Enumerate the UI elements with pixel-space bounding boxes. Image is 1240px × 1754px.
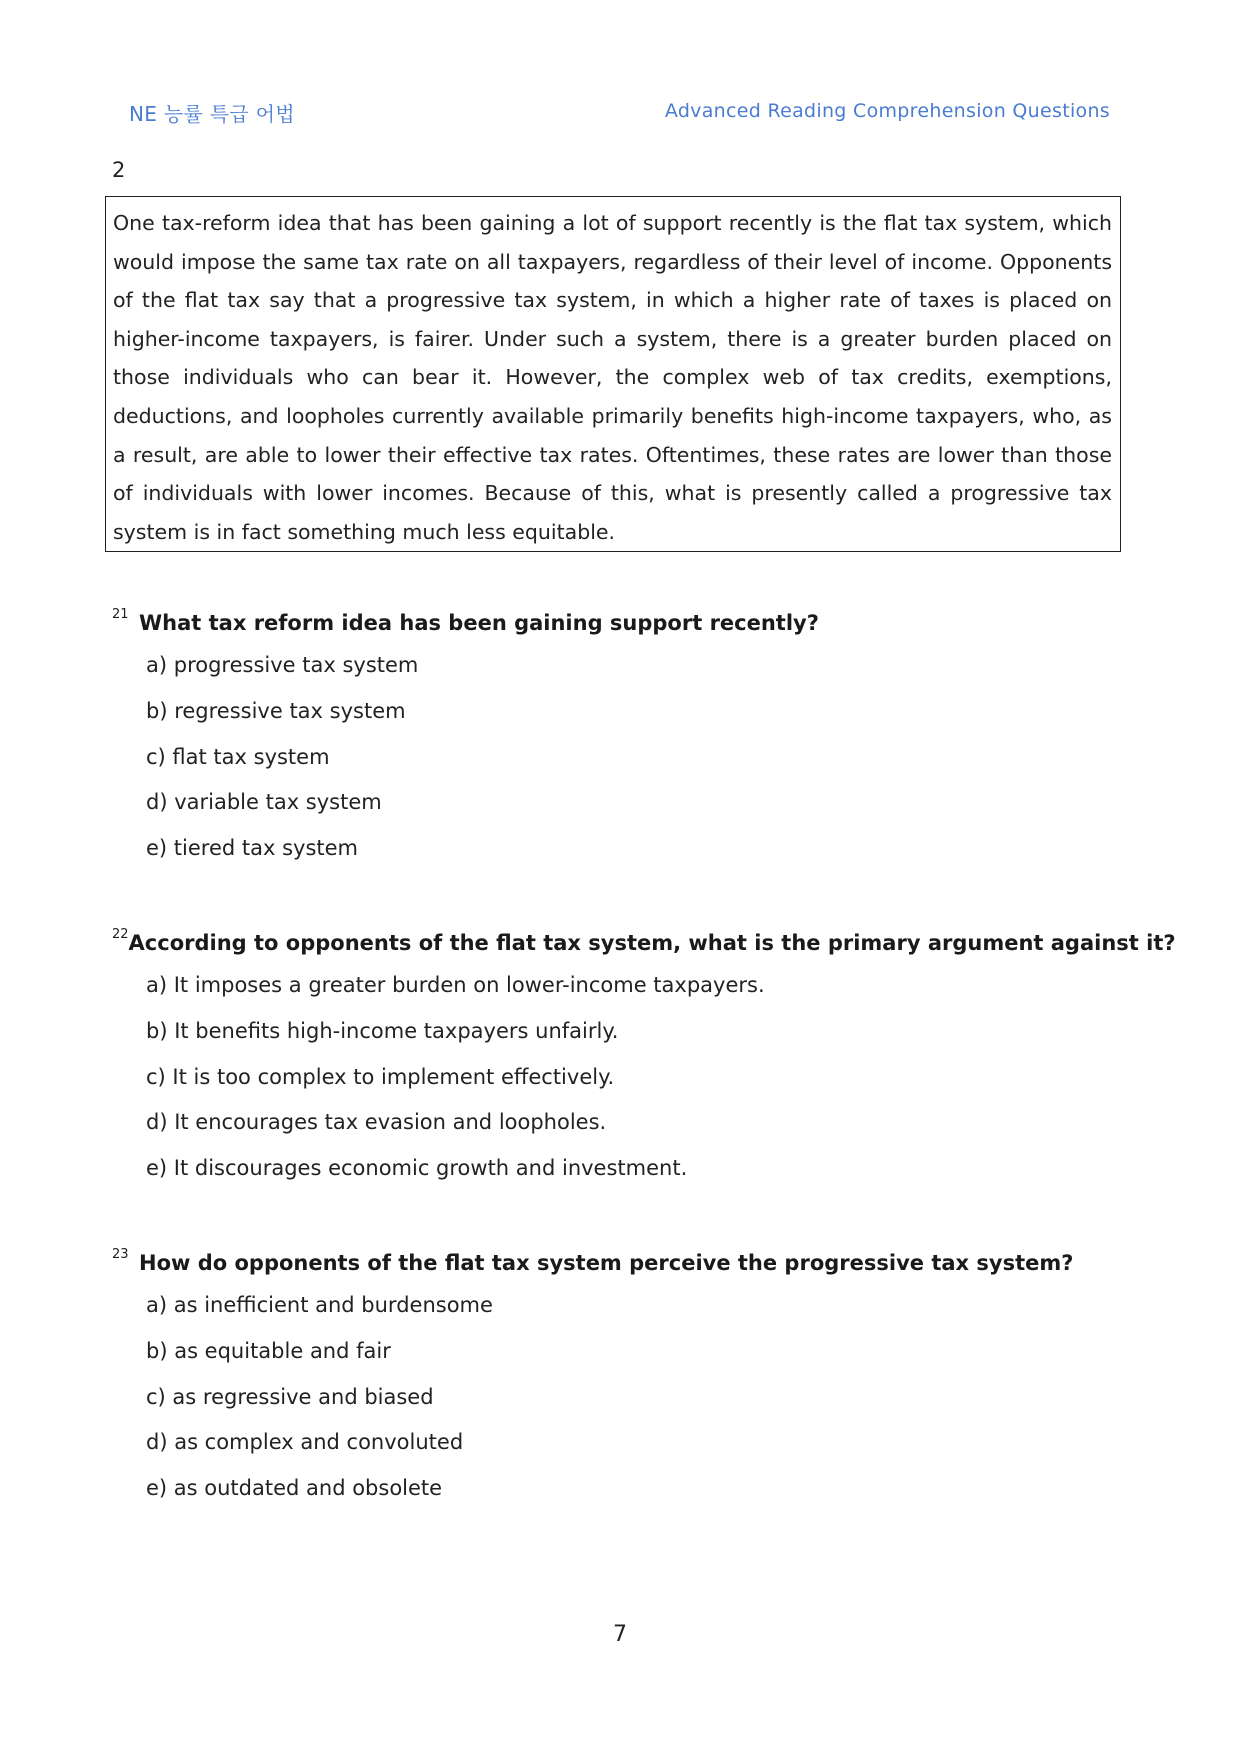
answer-options bbox=[112, 1283, 1122, 1512]
answer-option[interactable]: a) as inefficient and burdensome bbox=[146, 1293, 493, 1317]
answer-options bbox=[112, 963, 1122, 1192]
question-header bbox=[112, 1243, 1122, 1283]
answer-option[interactable]: b) It benefits high-income taxpayers unfairly. bbox=[146, 1018, 619, 1043]
question-23 bbox=[112, 1243, 1122, 1512]
answer-option[interactable]: e) as outdated and obsolete bbox=[146, 1476, 443, 1501]
answer-option[interactable]: c) flat tax system bbox=[146, 744, 330, 769]
question-21 bbox=[112, 603, 1122, 872]
header-left-title: NE 능률 특급 어법 bbox=[129, 102, 295, 126]
question-text: What tax reform idea has been gaining support recently? bbox=[139, 611, 819, 635]
question-header bbox=[112, 603, 1122, 643]
question-text: According to opponents of the flat tax system, what is the primary argument against it? bbox=[128, 931, 1176, 955]
answer-option[interactable]: b) as equitable and fair bbox=[146, 1338, 391, 1363]
answer-option[interactable]: c) It is too complex to implement effectively. bbox=[146, 1064, 615, 1089]
passage-text: One tax-reform idea that has been gaining a lot of support recently is the flat tax system, which would impose the same tax rate on all taxpayers, regardless of their level of income. Opponents of the flat tax say that a progressive tax system, in which a higher rate of taxes is placed on higher-income taxpayers, is fairer. Under such a system, there is a greater burden placed on those individuals who can bear it. However, the complex web of tax credits, exemptions, deductions, and loopholes currently available primarily benefits high-income taxpayers, who, as a result, are able to lower their effective tax rates. Oftentimes, these rates are lower than those of individuals with lower incomes. Because of this, what is presently called a progressive tax system is in fact something much less equitable. bbox=[113, 211, 1112, 544]
question-number: 22 bbox=[112, 927, 129, 942]
header-right-title: Advanced Reading Comprehension Questions bbox=[664, 100, 1110, 122]
answer-option[interactable]: a) It imposes a greater burden on lower-income taxpayers. bbox=[146, 973, 765, 997]
question-22 bbox=[112, 923, 1176, 1192]
answer-option[interactable]: b) regressive tax system bbox=[146, 698, 406, 723]
answer-option[interactable]: d) variable tax system bbox=[146, 790, 382, 815]
answer-option[interactable]: d) as complex and convoluted bbox=[146, 1430, 464, 1455]
question-text: How do opponents of the flat tax system perceive the progressive tax system? bbox=[139, 1251, 1074, 1275]
answer-option[interactable]: e) It discourages economic growth and investment. bbox=[146, 1156, 688, 1181]
section-number: 2 bbox=[112, 158, 126, 182]
answer-option[interactable]: d) It encourages tax evasion and loopholes. bbox=[146, 1110, 607, 1135]
answer-option[interactable]: c) as regressive and biased bbox=[146, 1384, 434, 1409]
answer-option[interactable]: a) progressive tax system bbox=[146, 653, 419, 677]
question-number: 23 bbox=[112, 1247, 129, 1262]
answer-option[interactable]: e) tiered tax system bbox=[146, 836, 358, 861]
question-number: 21 bbox=[112, 607, 129, 622]
page-number: 7 bbox=[613, 1622, 627, 1647]
passage-box bbox=[105, 196, 1121, 552]
question-header bbox=[112, 923, 1176, 963]
answer-options bbox=[112, 643, 1122, 872]
